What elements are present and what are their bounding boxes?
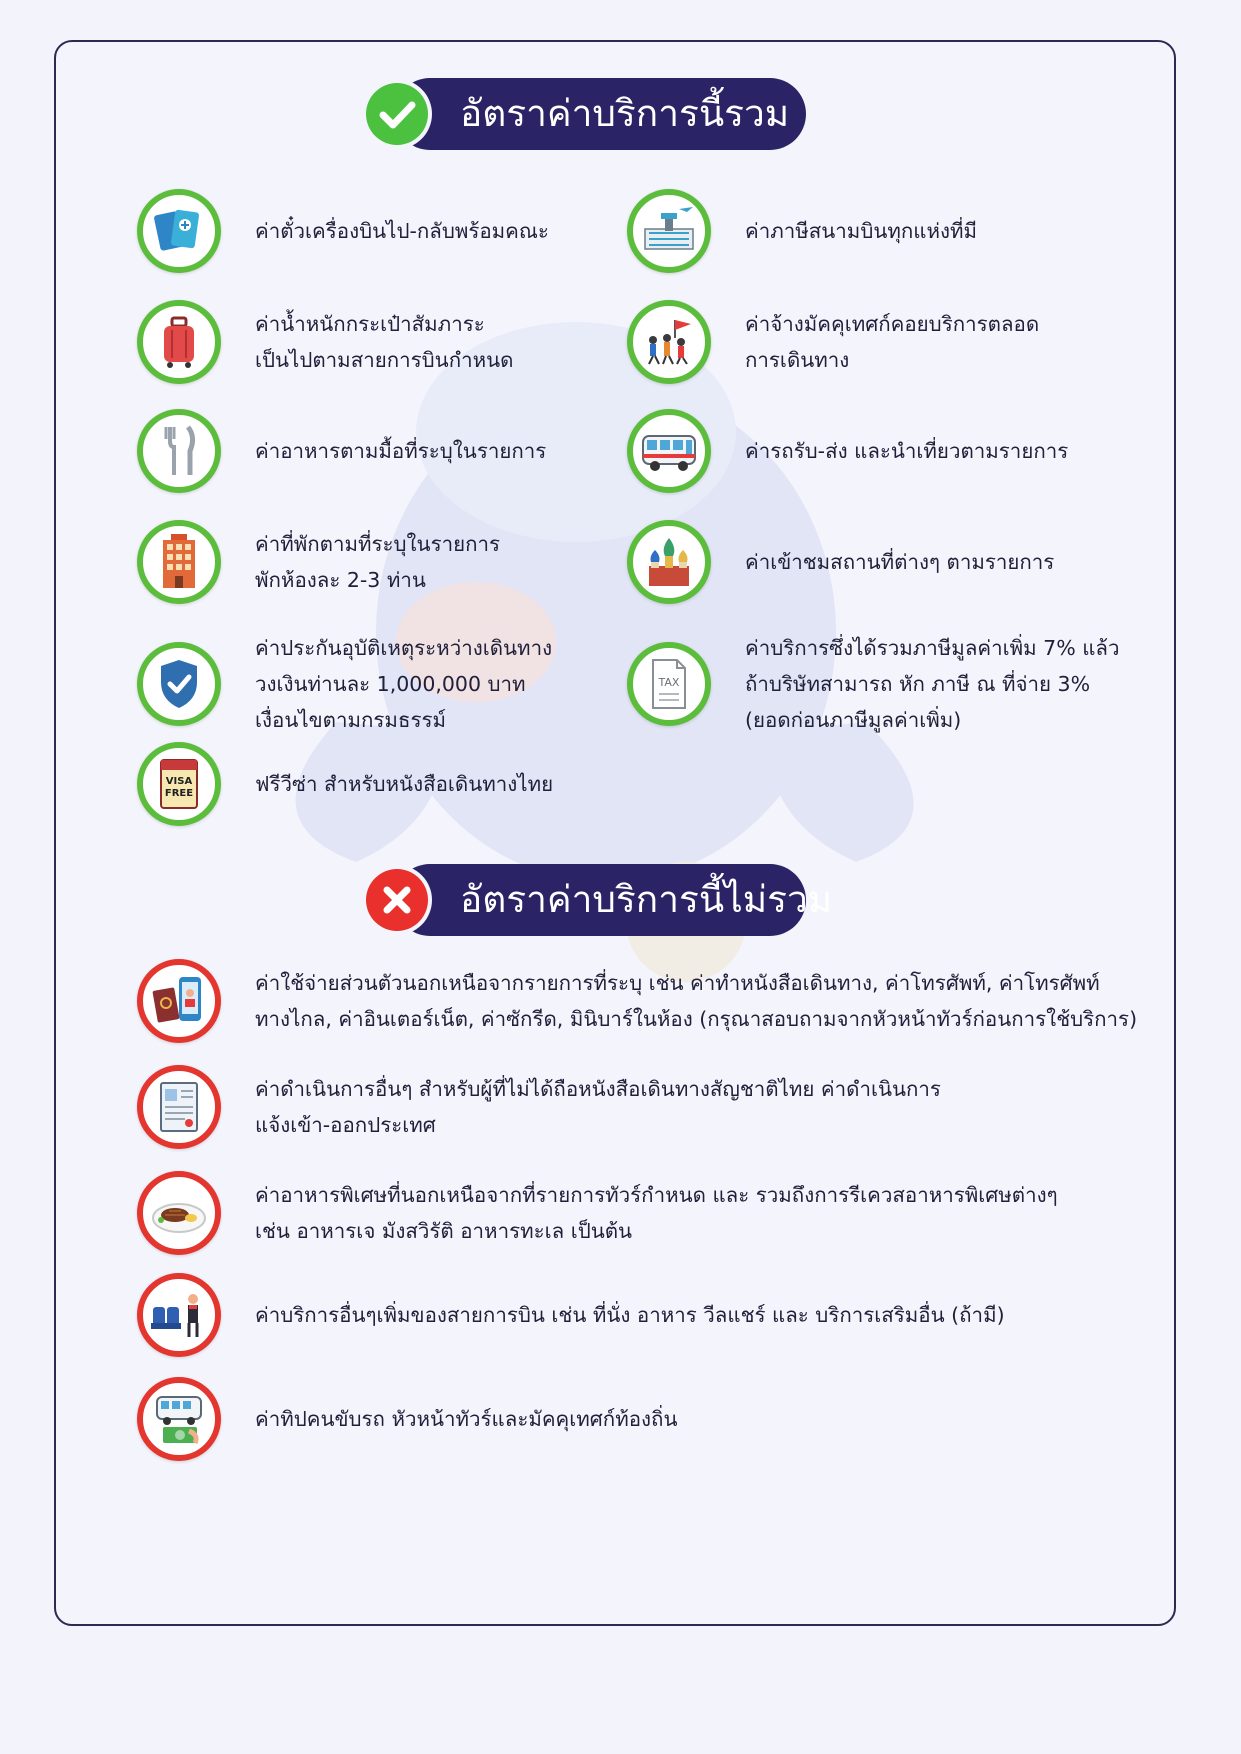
special-meal-icon — [137, 1171, 221, 1255]
shield-check-icon — [137, 642, 221, 726]
included-item-text: ค่าจ้างมัคคุเทศก์คอยบริการตลอด การเดินทาง — [745, 312, 1040, 372]
cutlery-icon — [137, 409, 221, 493]
included-item-flight — [137, 189, 549, 273]
excluded-item-text: ค่าดำเนินการอื่นๆ สำหรับผู้ที่ไม่ได้ถือหนังสือเดินทางสัญชาติไทย ค่าดำเนินการ แจ้งเข้า-ออกประเทศ — [255, 1077, 941, 1137]
included-title: อัตราค่าบริการนี้รวม — [460, 92, 790, 135]
excluded-title: อัตราค่าบริการนี้ไม่รวม — [460, 878, 833, 921]
content-card — [54, 40, 1176, 1626]
included-banner — [394, 78, 806, 150]
passport-phone-icon — [137, 959, 221, 1043]
included-item-transport — [627, 409, 1068, 493]
included-item-guide — [627, 300, 1039, 384]
luggage-icon — [137, 300, 221, 384]
document-form-icon — [137, 1065, 221, 1149]
excluded-item-text: ค่าบริการอื่นๆเพิ่มของสายการบิน เช่น ที่นั่ง อาหาร วีลแชร์ และ บริการเสริมอื่น (ถ้ามี) — [255, 1303, 1005, 1327]
check-icon — [366, 83, 428, 145]
included-item-text: ค่าตั๋วเครื่องบินไป-กลับพร้อมคณะ — [255, 219, 549, 243]
included-item-hotel — [137, 520, 500, 604]
excluded-item-personal — [137, 959, 1137, 1043]
tax-document-icon — [627, 642, 711, 726]
included-item-text: ค่าที่พักตามที่ระบุในรายการ พักห้องละ 2-3 ท่าน — [255, 532, 501, 592]
excluded-item-text: ค่าใช้จ่ายส่วนตัวนอกเหนือจากรายการที่ระบุ เช่น ค่าทำหนังสือเดินทาง, ค่าโทรศัพท์, ค่าโทรศัพท์ ทางไกล, ค่าอินเตอร์เน็ต, ค่าซักรีด, มินิบาร์ในห้อง (กรุณาสอบถามจากหัวหน้าทัวร์ก่อนการใช้บริการ) — [255, 971, 1138, 1031]
included-item-attractions — [627, 520, 1054, 604]
excluded-item-text: ค่าทิปคนขับรถ หัวหน้าทัวร์และมัคคุเทศก์ท้องถิ่น — [255, 1407, 678, 1431]
flight-tickets-icon — [137, 189, 221, 273]
hotel-icon — [137, 520, 221, 604]
tour-guide-icon — [627, 300, 711, 384]
excluded-item-processing — [137, 1065, 941, 1149]
included-item-visa — [137, 742, 553, 826]
svg-text:FREE: FREE — [164, 788, 194, 799]
included-item-insurance — [137, 630, 552, 738]
tip-money-icon — [137, 1377, 221, 1461]
included-item-text: ค่ารถรับ-ส่ง และนำเที่ยวตามรายการ — [745, 439, 1069, 463]
visa-free-icon — [137, 742, 221, 826]
included-item-text: ค่าบริการซึ่งได้รวมภาษีมูลค่าเพิ่ม 7% แล้ว ถ้าบริษัทสามารถ หัก ภาษี ณ ที่จ่าย 3% (ยอดก่อนภาษีมูลค่าเพิ่ม) — [745, 636, 1120, 732]
excluded-item-text: ค่าอาหารพิเศษที่นอกเหนือจากที่รายการทัวร์กำหนด และ รวมถึงการรีเควสอาหารพิเศษต่างๆ เช่น อาหารเจ มังสวิรัติ อาหารทะเล เป็นต้น — [255, 1183, 1058, 1243]
excluded-item-special-meal — [137, 1171, 1058, 1255]
included-item-text: ค่าอาหารตามมื้อที่ระบุในรายการ — [255, 439, 547, 463]
airline-seat-icon — [137, 1273, 221, 1357]
included-item-text: ค่าประกันอุบัติเหตุระหว่างเดินทาง วงเงินท่านละ 1,000,000 บาท เงื่อนไขตามกรมธรรม์ — [255, 636, 553, 732]
included-item-text: ค่าภาษีสนามบินทุกแห่งที่มี — [745, 219, 978, 243]
included-item-airport-tax — [627, 189, 977, 273]
excluded-item-tips — [137, 1377, 677, 1461]
svg-text:TAX: TAX — [658, 676, 680, 689]
svg-text:VISA: VISA — [165, 776, 193, 787]
airport-icon — [627, 189, 711, 273]
excluded-banner — [394, 864, 833, 936]
included-item-vat — [627, 630, 1119, 738]
landmark-icon — [627, 520, 711, 604]
x-icon — [366, 869, 428, 931]
included-item-text: ค่าเข้าชมสถานที่ต่างๆ ตามรายการ — [745, 550, 1055, 574]
included-item-meals — [137, 409, 546, 493]
included-item-text: ฟรีวีซ่า สำหรับหนังสือเดินทางไทย — [255, 772, 554, 796]
included-item-text: ค่าน้ำหนักกระเป๋าสัมภาระ เป็นไปตามสายการบินกำหนด — [255, 312, 514, 372]
bus-icon — [627, 409, 711, 493]
excluded-item-airline-services — [137, 1273, 1005, 1357]
included-item-luggage — [137, 300, 513, 384]
